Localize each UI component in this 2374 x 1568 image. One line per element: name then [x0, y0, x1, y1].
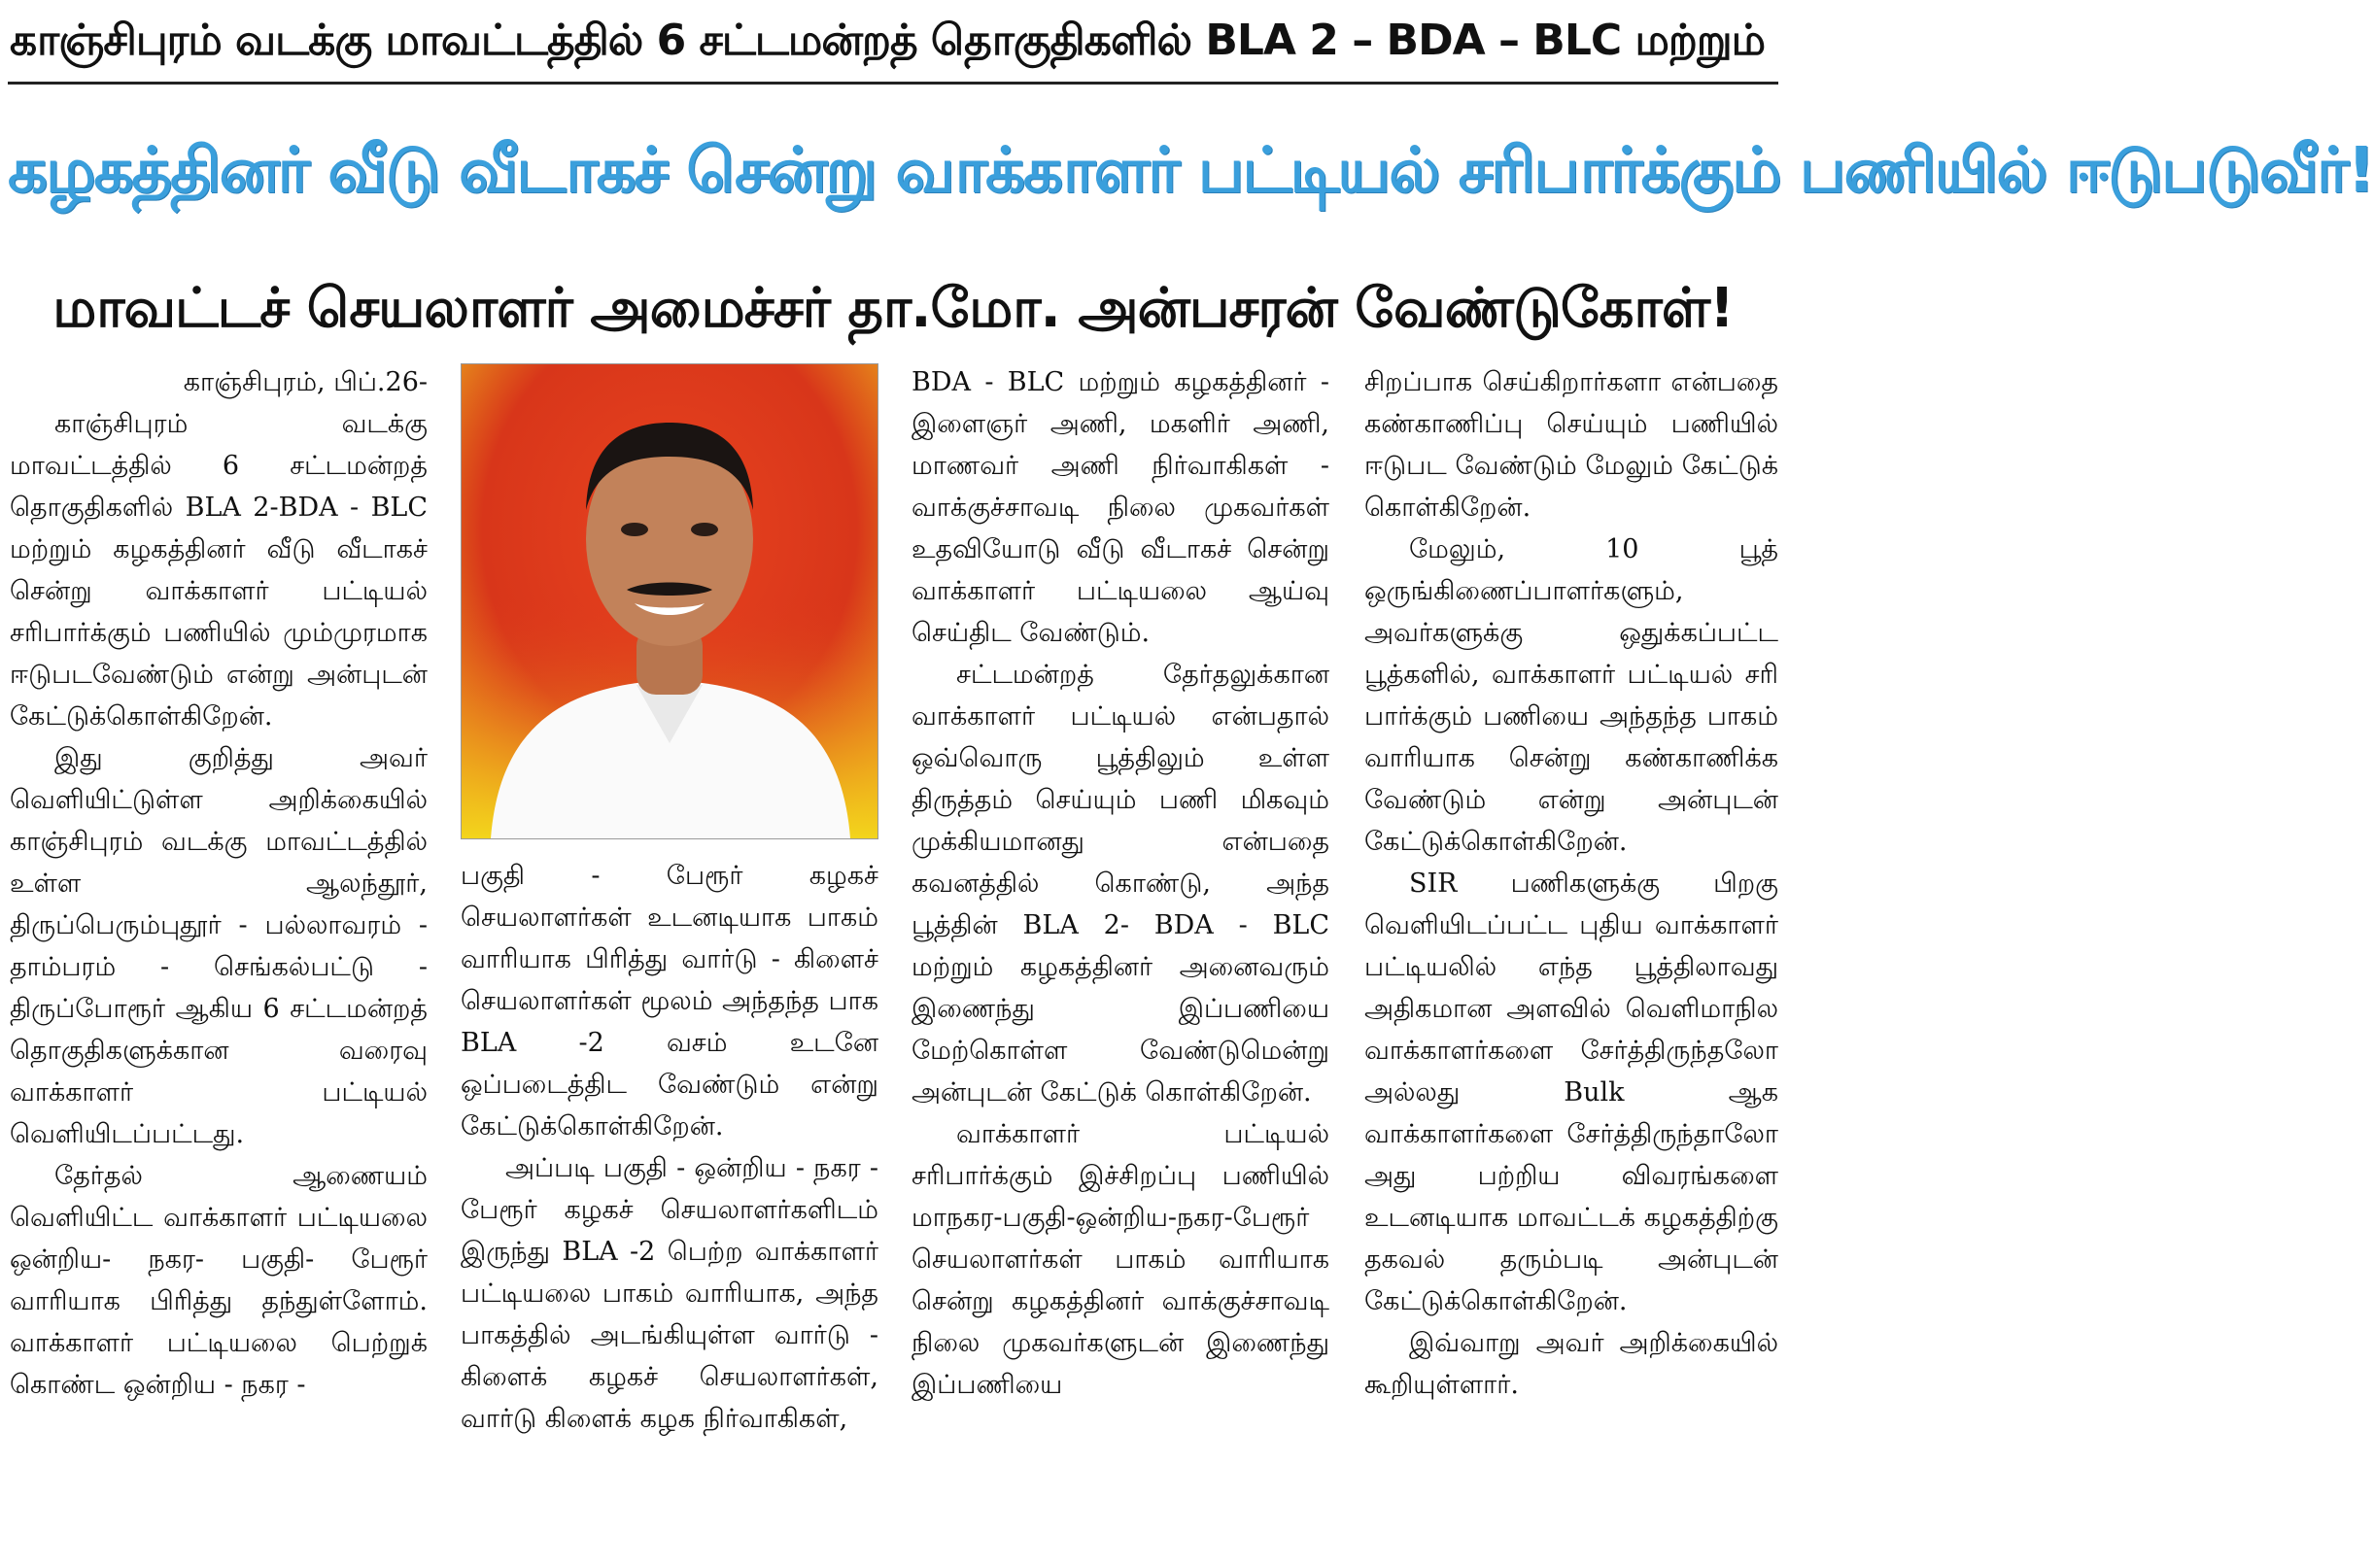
portrait-photo	[461, 363, 878, 839]
main-headline: கழகத்தினர் வீடு வீடாகச் சென்று வாக்காளர் பட்டியல் சரிபார்க்கும் பணியில் ஈடுபடுவீர்!	[8, 135, 2374, 207]
paragraph: வாக்காளர் பட்டியல் சரிபார்க்கும் இச்சிறப்பு பணியில் மாநகர-பகுதி-ஒன்றிய-நகர-பேரூர் செயலாளர்கள் பாகம் வாரியாக சென்று கழகத்தினர் வாக்குச்சாவடி நிலை முகவர்களுடன் இணைந்து இப்பணியை	[912, 1119, 1329, 1400]
paragraph: சட்டமன்றத் தேர்தலுக்கான வாக்காளர் பட்டியல் என்பதால் ஒவ்வொரு பூத்திலும் உள்ள திருத்தம் செய்யும் பணி மிகவும் முக்கியமானது என்பதை கவனத்தில் கொண்டு, அந்த பூத்தின் BLA 2- BDA - BLC மற்றும் கழகத்தினர் அனைவரும் இணைந்து இப்பணியை மேற்கொள்ள வேண்டுமென்று அன்புடன் கேட்டுக் கொள்கிறேன்.	[912, 660, 1329, 1108]
article-column-1	[10, 361, 428, 1562]
header-rule	[8, 82, 1778, 85]
paragraph: சிறப்பாக செய்கிறார்களா என்பதை கண்காணிப்பு செய்யும் பணியில் ஈடுபட வேண்டும் மேலும் கேட்டுக் கொள்கிறேன்.	[1364, 367, 1778, 523]
portrait-image	[462, 364, 877, 838]
paragraph: இவ்வாறு அவர் அறிக்கையில் கூறியுள்ளார்.	[1364, 1328, 1778, 1400]
kicker-headline: காஞ்சிபுரம் வடக்கு மாவட்டத்தில் 6 சட்டமன்றத் தொகுதிகளில் BLA 2 – BDA – BLC மற்றும்	[10, 16, 1766, 65]
paragraph: SIR பணிகளுக்கு பிறகு வெளியிடப்பட்ட புதிய வாக்காளர் பட்டியலில் எந்த பூத்திலாவது அதிகமான அளவில் வெளிமாநில வாக்காளர்களை சேர்த்திருந்தலோ அல்லது Bulk ஆக வாக்காளர்களை சேர்த்திருந்தாலோ அது பற்றிய விவரங்களை உடனடியாக மாவட்டக் கழகத்திற்கு தகவல் தரும்படி அன்புடன் கேட்டுக்கொள்கிறேன்.	[1364, 869, 1778, 1316]
paragraph: BDA - BLC மற்றும் கழகத்தினர் - இளைஞர் அணி, மகளிர் அணி, மாணவர் அணி நிர்வாகிகள் - வாக்குச்சாவடி நிலை முகவர்கள் உதவியோடு வீடு வீடாகச் சென்று வாக்காளர் பட்டியலை ஆய்வு செய்திட வேண்டும்.	[912, 367, 1329, 648]
paragraph: பகுதி - பேரூர் கழகச் செயலாளர்கள் உடனடியாக பாகம் வாரியாக பிரித்து வார்டு - கிளைச் செயலாளர்கள் மூலம் அந்தந்த பாக BLA -2 வசம் உடனே ஒப்படைத்திட வேண்டும் என்று கேட்டுக்கொள்கிறேன்.	[461, 861, 878, 1142]
paragraph: காஞ்சிபுரம் வடக்கு மாவட்டத்தில் 6 சட்டமன்றத் தொகுதிகளில் BLA 2-BDA - BLC மற்றும் கழகத்தினர் வீடு வீடாகச் சென்று வாக்காளர் பட்டியல் சரிபார்க்கும் பணியில் மும்முரமாக ஈடுபடவேண்டும் என்று அன்புடன் கேட்டுக்கொள்கிறேன்.	[10, 409, 428, 732]
sub-headline: மாவட்டச் செயலாளர் அமைச்சர் தா.மோ. அன்பசரன் வேண்டுகோள்!	[52, 277, 1734, 340]
paragraph: அப்படி பகுதி - ஒன்றிய - நகர - பேரூர் கழகச் செயலாளர்களிடம் இருந்து BLA -2 பெற்ற வாக்காளர் பட்டியலை பாகம் வாரியாக, அந்த பாகத்தில் அடங்கியுள்ள வார்டு - கிளைக் கழகச் செயலாளர்கள், வார்டு கிளைக் கழக நிர்வாகிகள்,	[461, 1153, 878, 1434]
paragraph: மேலும், 10 பூத் ஒருங்கிணைப்பாளர்களும், அவர்களுக்கு ஒதுக்கப்பட்ட பூத்களில், வாக்காளர் பட்டியல் சரி பார்க்கும் பணியை அந்தந்த பாகம் வாரியாக சென்று கண்காணிக்க வேண்டும் என்று அன்புடன் கேட்டுக்கொள்கிறேன்.	[1364, 534, 1778, 857]
article-column-3	[912, 361, 1329, 1562]
dateline: காஞ்சிபுரம், பிப்.26-	[183, 367, 428, 397]
paragraph: தேர்தல் ஆணையம் வெளியிட்ட வாக்காளர் பட்டியலை ஒன்றிய- நகர- பகுதி- பேரூர் வாரியாக பிரித்து தந்துள்ளோம். வாக்காளர் பட்டியலை பெற்றுக் கொண்ட ஒன்றிய - நகர -	[10, 1161, 428, 1400]
article-column-2	[461, 855, 878, 1562]
paragraph: இது குறித்து அவர் வெளியிட்டுள்ள அறிக்கையில் காஞ்சிபுரம் வடக்கு மாவட்டத்தில் உள்ள ஆலந்தூர், திருப்பெரும்புதூர் - பல்லாவரம் - தாம்பரம் - செங்கல்பட்டு - திருப்போரூர் ஆகிய 6 சட்டமன்றத் தொகுதிகளுக்கான வரைவு வாக்காளர் பட்டியல் வெளியிடப்பட்டது.	[10, 743, 428, 1149]
article-column-4	[1364, 361, 1778, 1562]
